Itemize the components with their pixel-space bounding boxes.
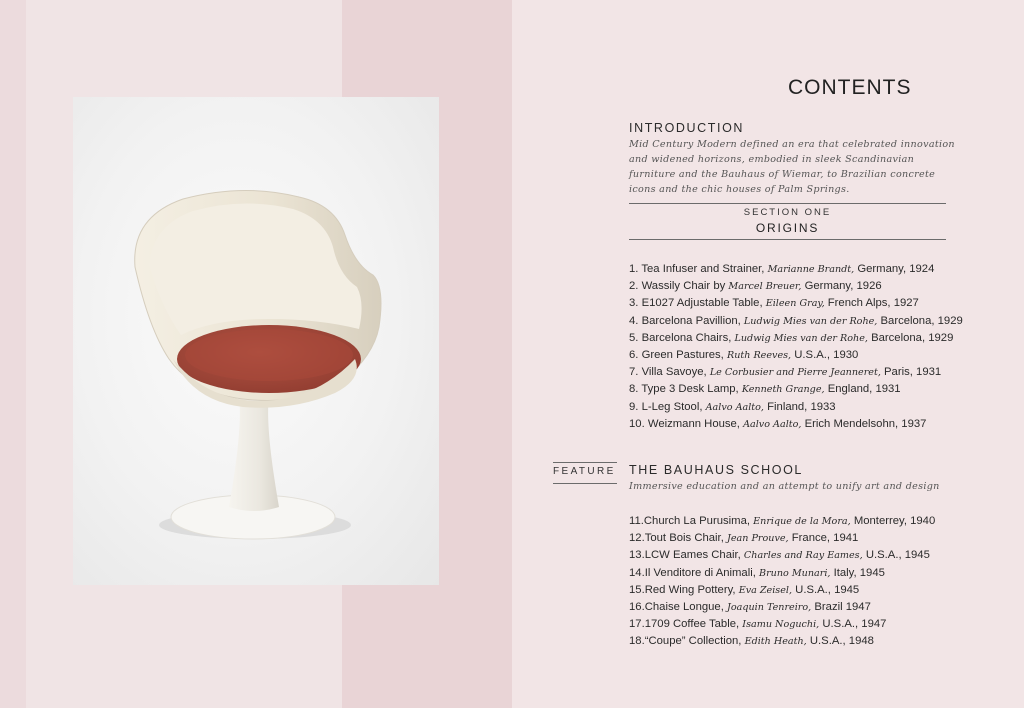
introduction-heading: INTRODUCTION bbox=[629, 121, 745, 135]
list-item[interactable]: 17.1709 Coffee Table, Isamu Noguchi, U.S.A., 1947 bbox=[629, 618, 887, 631]
list-item[interactable]: 11.Church La Purusima, Enrique de la Mora, Monterrey, 1940 bbox=[629, 515, 936, 527]
list-item[interactable]: 2. Wassily Chair by Marcel Breuer, Germany, 1926 bbox=[629, 280, 882, 293]
list-item[interactable]: 16.Chaise Longue, Joaquin Tenreiro, Brazil 1947 bbox=[629, 600, 871, 613]
section-top-rule bbox=[629, 203, 946, 204]
bauhaus-subtitle: Immersive education and an attempt to unify art and design bbox=[629, 481, 940, 492]
tulip-chair-photo bbox=[73, 97, 439, 585]
feature-top-rule bbox=[553, 462, 617, 463]
section-bottom-rule bbox=[629, 239, 946, 240]
section-one-name: ORIGINS bbox=[755, 221, 820, 235]
list-item[interactable]: 8. Type 3 Desk Lamp, Kenneth Grange, England, 1931 bbox=[629, 383, 901, 396]
list-item[interactable]: 10. Weizmann House, Aalvo Aalto, Erich Mendelsohn, 1937 bbox=[629, 417, 927, 430]
list-item[interactable]: 1. Tea Infuser and Strainer, Marianne Brandt, Germany, 1924 bbox=[629, 263, 935, 275]
bauhaus-heading: THE BAUHAUS SCHOOL bbox=[629, 463, 803, 477]
origins-list bbox=[629, 261, 963, 433]
list-item[interactable]: 14.Il Venditore di Animali, Bruno Munari, Italy, 1945 bbox=[629, 566, 885, 579]
list-item[interactable]: 3. E1027 Adjustable Table, Eileen Gray, French Alps, 1927 bbox=[629, 297, 919, 310]
page-title: CONTENTS bbox=[788, 76, 912, 99]
list-item[interactable]: 6. Green Pastures, Ruth Reeves, U.S.A., 1930 bbox=[629, 348, 859, 361]
list-item[interactable]: 12.Tout Bois Chair, Jean Prouve, France, 1941 bbox=[629, 532, 859, 545]
list-item[interactable]: 18.“Coupe” Collection, Edith Heath, U.S.A., 1948 bbox=[629, 635, 874, 648]
list-item[interactable]: 7. Villa Savoye, Le Corbusier and Pierre Jeanneret, Paris, 1931 bbox=[629, 366, 942, 379]
list-item[interactable]: 9. L-Leg Stool, Aalvo Aalto, Finland, 1933 bbox=[629, 400, 836, 413]
section-one-kicker: SECTION ONE bbox=[743, 207, 832, 218]
feature-bottom-rule bbox=[553, 483, 617, 484]
list-item[interactable]: 13.LCW Eames Chair, Charles and Ray Eames, U.S.A., 1945 bbox=[629, 549, 930, 562]
introduction-text: Mid Century Modern defined an era that celebrated innovation and widened horizons, embodied in sleek Scandinavian furniture and the Bauhaus of Wiemar, to Brazilian concrete icons and the chic houses of Palm Springs. bbox=[629, 139, 955, 195]
feature-label: FEATURE bbox=[553, 466, 616, 477]
feature-list bbox=[629, 513, 935, 651]
list-item[interactable]: 4. Barcelona Pavillion, Ludwig Mies van der Rohe, Barcelona, 1929 bbox=[629, 314, 963, 327]
tulip-chair-illustration bbox=[73, 97, 439, 585]
list-item[interactable]: 15.Red Wing Pottery, Eva Zeisel, U.S.A., 1945 bbox=[629, 583, 860, 596]
list-item[interactable]: 5. Barcelona Chairs, Ludwig Mies van der Rohe, Barcelona, 1929 bbox=[629, 331, 954, 344]
